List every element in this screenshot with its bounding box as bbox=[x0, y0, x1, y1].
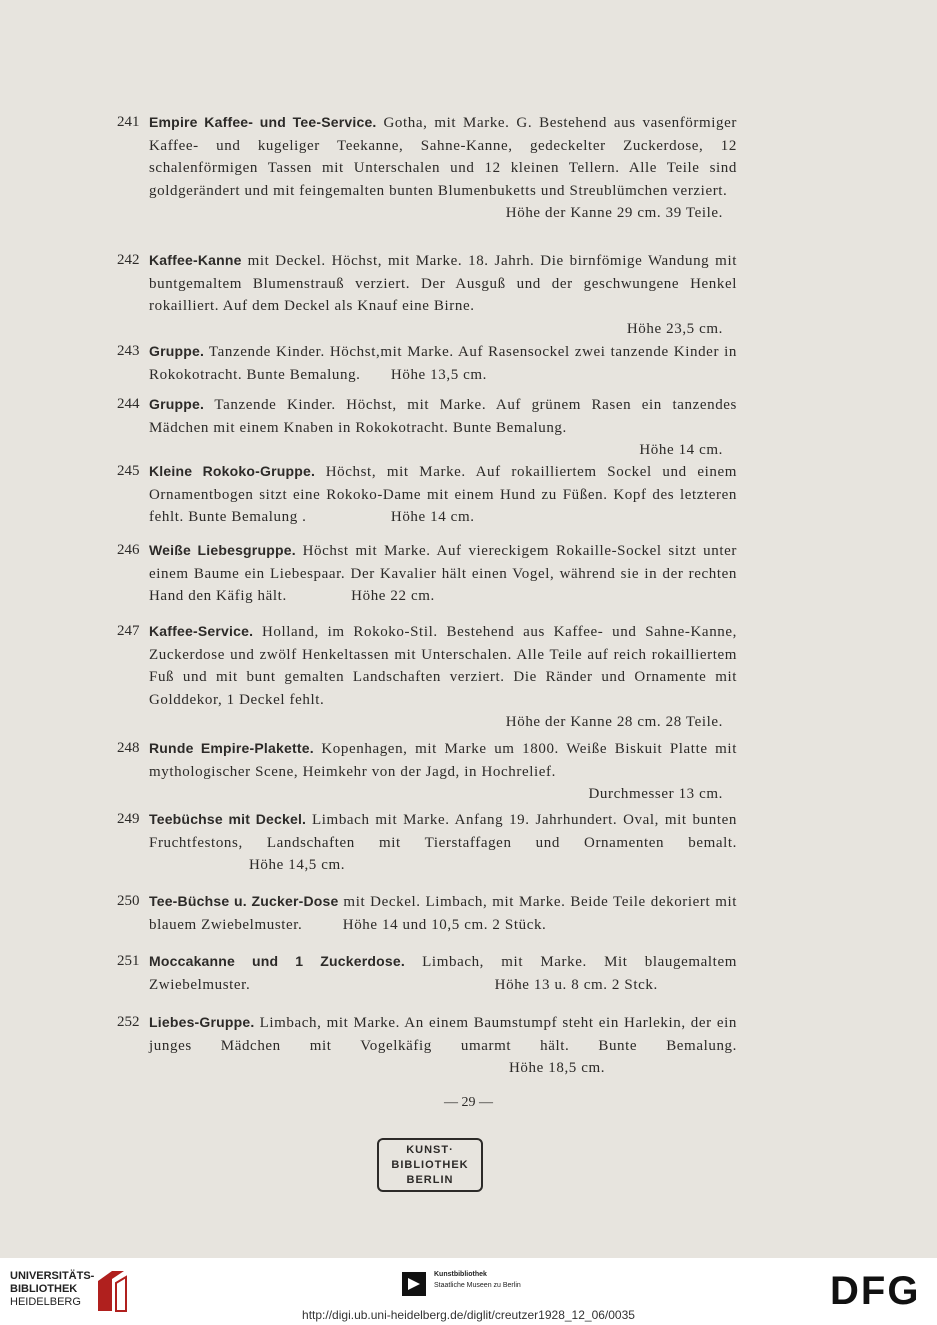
entry-251 bbox=[117, 950, 737, 996]
entry-246 bbox=[117, 539, 737, 608]
lot-title: Gruppe. bbox=[149, 343, 205, 359]
lot-number: 250 bbox=[117, 893, 140, 909]
lot-number: 249 bbox=[117, 811, 140, 827]
lot-title: Moccakanne und 1 Zuckerdose. bbox=[149, 953, 405, 969]
lot-title: Weiße Liebesgruppe. bbox=[149, 542, 296, 558]
lot-measure: Höhe 13 u. 8 cm. 2 Stck. bbox=[494, 976, 658, 993]
lot-number: 243 bbox=[117, 343, 140, 359]
lot-title: Kleine Rokoko-Gruppe. bbox=[149, 463, 316, 479]
kb-line: Kunstbibliothek bbox=[434, 1271, 487, 1278]
lot-measure: Höhe 14 und 10,5 cm. 2 Stück. bbox=[342, 916, 547, 933]
lot-description: Gotha, mit Marke. G. Bestehend aus vasenförmiger Kaffee- und kugeliger Teekanne, Sahne-Kanne, gedeckelter Zuckerdose, 12 schalenförmigen Tassen mit Unterschalen und 12 kleinen Tellern. Alle Teile sind goldgerändert und mit feingemalten bunten Blumenbuketts und Streublümchen verziert. bbox=[149, 115, 737, 199]
dfg-logo: DFG bbox=[830, 1269, 921, 1313]
lot-measure: Höhe 14 cm. bbox=[639, 442, 723, 458]
lot-measure: Höhe 13,5 cm. bbox=[390, 366, 488, 383]
page-number: — 29 — bbox=[444, 1095, 493, 1110]
lot-number: 241 bbox=[117, 114, 140, 130]
kunstbibliothek-logo-icon bbox=[400, 1270, 428, 1298]
lot-description: Höchst mit Marke. Auf viereckigem Rokaille-Sockel sitzt unter einem Baume ein Liebespaar. Der Kavalier hält einen Vogel, während sie in der rechten Hand den Käfig hält. bbox=[149, 543, 737, 604]
lot-number: 244 bbox=[117, 396, 140, 412]
lot-measure: Höhe 14,5 cm. bbox=[249, 857, 346, 873]
lot-measure: Durchmesser 13 cm. bbox=[588, 786, 723, 802]
lot-description: Limbach, mit Marke. An einem Baumstumpf steht ein Harlekin, der ein junges Mädchen mit Vogelkäfig umarmt hält. Bunte Bemalung. bbox=[149, 1015, 737, 1054]
lot-measure: Höhe der Kanne 28 cm. 28 Teile. bbox=[505, 714, 723, 730]
entry-252 bbox=[117, 1011, 737, 1080]
lot-title: Gruppe. bbox=[149, 396, 205, 412]
lot-description: Kopenhagen, mit Marke um 1800. Weiße Biskuit Platte mit mythologischer Scene, Heimkehr von der Jagd, in Hochrelief. bbox=[149, 741, 737, 780]
stamp-line: BERLIN bbox=[406, 1174, 454, 1186]
lot-description: mit Deckel. Limbach, mit Marke. Beide Teile dekoriert mit blauem Zwiebelmuster. bbox=[149, 894, 737, 933]
entry-241 bbox=[117, 111, 737, 225]
entry-247 bbox=[117, 620, 737, 734]
lot-measure: Höhe 22 cm. bbox=[351, 588, 435, 604]
lot-title: Tee-Büchse u. Zucker-Dose bbox=[149, 893, 339, 909]
lot-measure: Höhe 23,5 cm. bbox=[626, 320, 723, 337]
logo-line: HEIDELBERG bbox=[10, 1296, 81, 1308]
lot-number: 248 bbox=[117, 740, 140, 756]
logo-line: BIBLIOTHEK bbox=[10, 1283, 78, 1295]
entry-249 bbox=[117, 808, 737, 877]
digitization-footer bbox=[0, 1258, 937, 1325]
kunstbibliothek-label bbox=[434, 1269, 521, 1291]
kb-line: Staatliche Museen zu Berlin bbox=[434, 1282, 521, 1289]
stamp-line: BIBLIOTHEK bbox=[391, 1159, 469, 1171]
lot-title: Kaffee-Kanne bbox=[149, 252, 242, 268]
lot-number: 242 bbox=[117, 252, 140, 268]
lot-number: 246 bbox=[117, 542, 140, 558]
lot-title: Kaffee-Service. bbox=[149, 623, 254, 639]
lot-measure: Höhe 14 cm. bbox=[390, 509, 475, 525]
lot-title: Teebüchse mit Deckel. bbox=[149, 811, 307, 827]
entry-242 bbox=[117, 249, 737, 340]
lot-title: Empire Kaffee- und Tee-Service. bbox=[149, 114, 377, 130]
logo-line: UNIVERSITÄTS- bbox=[10, 1270, 95, 1282]
entry-248 bbox=[117, 737, 737, 806]
library-stamp bbox=[377, 1138, 483, 1192]
lot-description: mit Deckel. Höchst, mit Marke. 18. Jahrh. Die birnfömige Wandung mit buntgemaltem Blumenstrauß verziert. Der Ausguß und der geschwungene Henkel rokailliert. Auf dem Deckel als Knauf eine Birne. bbox=[149, 253, 737, 314]
lot-description: Tanzende Kinder. Höchst,mit Marke. Auf Rasensockel zwei tanzende Kinder in Rokokotracht. Bunte Bemalung. bbox=[149, 344, 737, 383]
lot-number: 251 bbox=[117, 953, 140, 969]
source-url[interactable]: http://digi.ub.uni-heidelberg.de/diglit/creutzer1928_12_06/0035 bbox=[302, 1308, 635, 1322]
lot-number: 245 bbox=[117, 463, 140, 479]
lot-number: 247 bbox=[117, 623, 140, 639]
lot-title: Runde Empire-Plakette. bbox=[149, 740, 314, 756]
stamp-line: KUNST· bbox=[406, 1144, 454, 1156]
entry-243 bbox=[117, 340, 737, 386]
lot-title: Liebes-Gruppe. bbox=[149, 1014, 255, 1030]
lot-description: Höchst, mit Marke. Auf rokailliertem Sockel und einem Ornamentbogen sitzt eine Rokoko-Dame mit einem Hund zu Füßen. Kopf des letzteren fehlt. Bunte Bemalung . bbox=[149, 464, 737, 525]
lot-number: 252 bbox=[117, 1014, 140, 1030]
university-mark-icon bbox=[94, 1267, 128, 1313]
lot-measure: Höhe der Kanne 29 cm. 39 Teile. bbox=[505, 205, 723, 221]
entry-244 bbox=[117, 393, 737, 462]
lot-description: Holland, im Rokoko-Stil. Bestehend aus Kaffee- und Sahne-Kanne, Zuckerdose und zwölf Henkeltassen mit Unterschalen. Alle Teile auf reich rokailliertem Fuß und mit bunt gemalten Landschaften verziert. Die Ränder und Ornamente mit Golddekor, 1 Deckel fehlt. bbox=[149, 624, 737, 708]
entry-250 bbox=[117, 890, 737, 936]
lot-description: Tanzende Kinder. Höchst, mit Marke. Auf grünem Rasen ein tanzendes Mädchen mit einem Knaben in Rokokotracht. Bunte Bemalung. bbox=[149, 397, 737, 436]
lot-description: Limbach, mit Marke. Mit blaugemaltem Zwiebelmuster. bbox=[149, 954, 737, 993]
lot-measure: Höhe 18,5 cm. bbox=[509, 1060, 606, 1076]
entry-245 bbox=[117, 460, 737, 529]
lot-description: Limbach mit Marke. Anfang 19. Jahrhundert. Oval, mit bunten Fruchtfestons, Landschaften mit Tierstaffagen und Ornamenten bemalt. bbox=[149, 812, 737, 851]
university-library-logo bbox=[10, 1270, 94, 1309]
